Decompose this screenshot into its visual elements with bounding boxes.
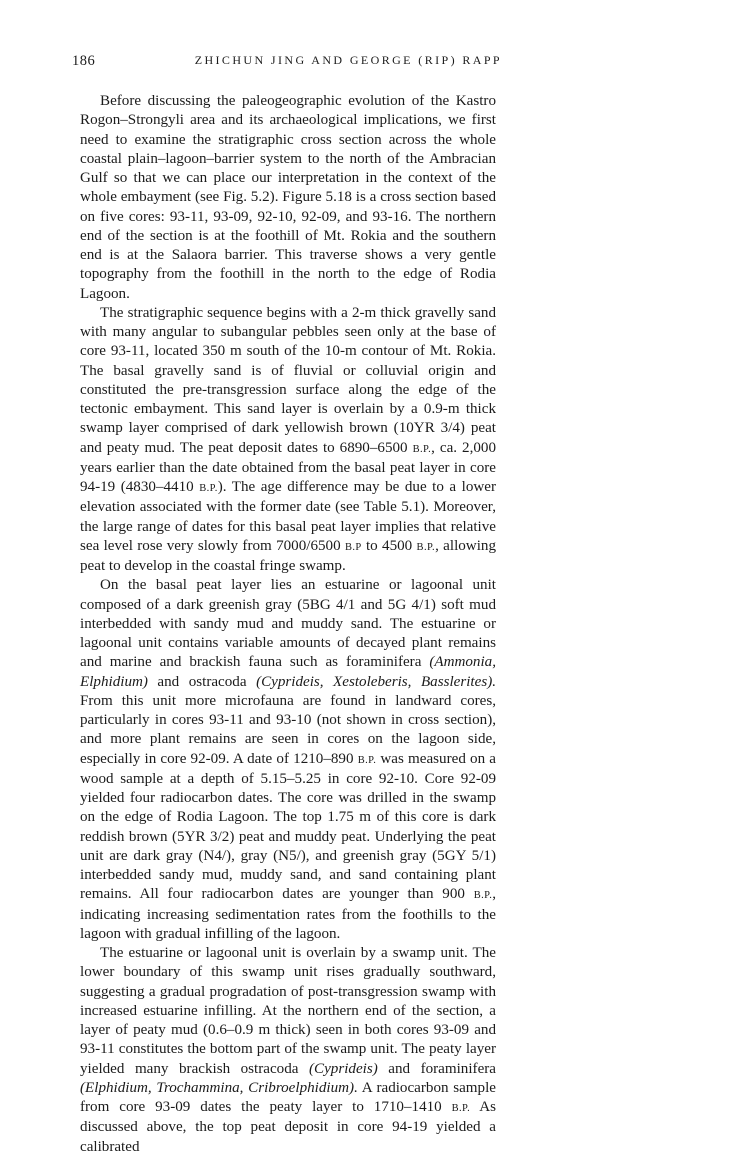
text-run: and ostracoda [147,673,257,690]
text-run: ). The age difference may be due to a lower elevation associated with the former date (see Table 5.1). Moreover, the large range of dates for this basal peat layer implies that relative sea level rose very slowly from 7000/6500 [80,479,496,554]
text-run: A radiocarbon sample from core 93-09 dates the peaty layer to 1710–1410 [80,1079,496,1115]
era-abbreviation: B.P. [473,890,493,902]
paragraph-1 [80,92,496,304]
era-abbreviation: B.P. [199,483,218,494]
body-text [80,92,496,1157]
era-abbreviation: B.P. [412,443,432,455]
text-run: On the basal peat layer lies an estuarine or lagoonal unit composed of a dark greenish gray (5BG 4/1 and 5G 4/1) soft mud interbedded with sandy mud and muddy sand. The estuarine or lagoonal unit contains variable amounts of decayed plant remains and marine and brackish fauna such as foraminifera [80,577,496,671]
paragraph-2 [80,304,496,577]
paragraph-4 [80,944,496,1157]
page-header [72,53,502,71]
text-run: , indicating increasing sedimentation rates from the foothills to the lagoon with gradual infilling of the lagoon. [80,886,496,942]
text-run: , ca. 2,000 years earlier than the date obtained from the basal peat layer in core 94-19 (4830–4410 [80,439,496,495]
era-abbreviation: B.P [344,541,362,553]
page-number: 186 [72,53,96,69]
text-run: was measured on a wood sample at a depth of 5.15–5.25 in core 92-10. Core 92-09 yielded four radiocarbon dates. The core was drilled in the swamp on the edge of Rodia Lagoon. The top 1.75 m of this core is dark reddish brown (5YR 3/2) peat and muddy peat. Underlying the peat unit are dark gray (N4/), gray (N5/), and greenish gray (5GY 5/1) interbedded sandy mud, muddy sand, and sand containing plant remains. All four radiocarbon dates are younger than 900 [80,750,496,903]
paragraph-3 [80,576,496,944]
text-run: Before discussing the paleogeographic evolution of the Kastro Rogon–Strongyli area and its archaeological implications, we first need to examine the stratigraphic cross section across the whole coastal plain–lagoon–barrier system to the north of the Ambracian Gulf so that we can place our interpretation in the context of the whole embayment (see Fig. 5.2). Figure 5.18 is a cross section based on five cores: 93-11, 93-09, 92-10, 92-09, and 93-16. The northern end of the section is at the foothill of Mt. Rokia and the southern end is at the Salaora barrier. This traverse shows a very gentle topography from the foothill in the north to the edge of Rodia Lagoon. [80,93,496,302]
era-abbreviation: B.P. [357,754,377,766]
text-run: , allowing peat to develop in the coastal fringe swamp. [80,537,496,574]
italic-taxon: (Elphidium, Trochammina, Cribroelphidium). [80,1079,358,1096]
text-run: and foraminifera [377,1060,496,1077]
text-run: The stratigraphic sequence begins with a 2-m thick gravelly sand with many angular to subangular pebbles seen only at the base of core 93-11, located 350 m south of the 10-m contour of Mt. Rokia. The basal gravelly sand is of fluvial or colluvial origin and constituted the pre-transgression surface along the edge of the tectonic embayment. This sand layer is overlain by a 0.9-m thick swamp layer comprised of dark yellowish brown (10YR 3/4) peat and peaty mud. The peat deposit dates to 6890–6500 [80,304,496,456]
era-abbreviation: B.P. [451,1103,471,1114]
text-run: The estuarine or lagoonal unit is overlain by a swamp unit. The lower boundary of this swamp unit rises gradually southward, suggesting a gradual progradation of post-transgression swamp with increased estuarine infilling. At the northern end of the section, a layer of peaty mud (0.6–0.9 m thick) seen in both cores 93-09 and 93-11 constitutes the bottom part of the swamp unit. The peaty layer yielded many brackish ostracoda [80,945,496,1077]
text-run: to 4500 [361,537,417,554]
running-head: ZHICHUN JING AND GEORGE (RIP) RAPP [194,53,502,67]
era-abbreviation: B.P. [416,541,436,553]
italic-taxon: (Cyprideis) [309,1060,378,1077]
text-run: As discussed above, the top peat deposit in core 94-19 yielded a calibrated [80,1099,497,1155]
italic-taxon: (Cyprideis, Xestoleberis, Basslerites). [256,673,496,690]
italic-taxon: (Ammonia, Elphidium) [80,654,496,690]
text-run: From this unit more microfauna are found in landward cores, particularly in cores 93-11 and 93-10 (not shown in cross section), and more plant remains are seen in cores on the lagoon side, especially in core 92-09. A date of 1210–890 [80,692,496,767]
